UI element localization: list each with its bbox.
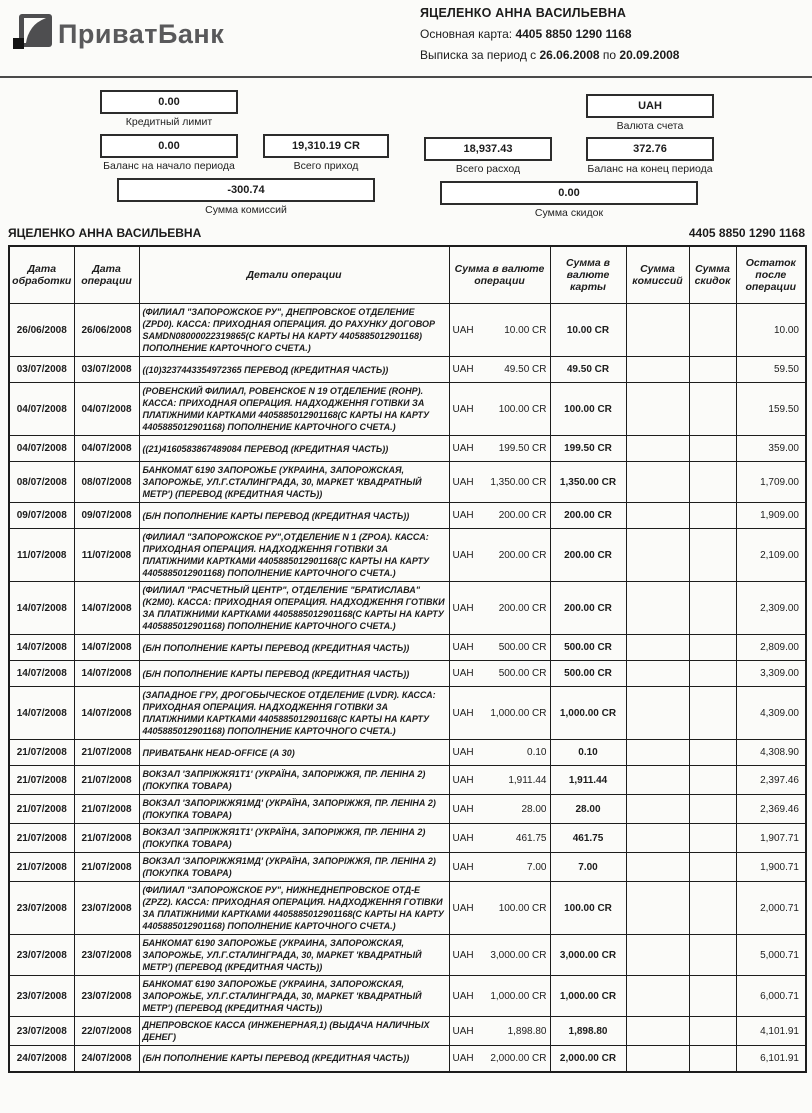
cell-date-processed: 04/07/2008 xyxy=(9,436,74,462)
cell-amount-operation xyxy=(449,635,550,661)
cell-amount-card: 200.00 CR xyxy=(550,582,626,635)
cell-fee xyxy=(626,1046,689,1072)
cell-fee xyxy=(626,635,689,661)
cell-amount-operation xyxy=(449,1046,550,1072)
cell-amount-operation xyxy=(449,882,550,935)
cell-fee xyxy=(626,304,689,357)
table-row xyxy=(9,824,806,853)
cell-discount xyxy=(689,436,736,462)
table-row xyxy=(9,582,806,635)
cell-discount xyxy=(689,976,736,1017)
cell-date-processed: 23/07/2008 xyxy=(9,935,74,976)
cell-discount xyxy=(689,635,736,661)
cell-balance: 159.50 xyxy=(736,383,806,436)
cell-date-processed: 26/06/2008 xyxy=(9,304,74,357)
credit-limit-label: Кредитный лимит xyxy=(125,116,213,128)
cell-amount-value: 1,898.80 xyxy=(507,1025,547,1037)
cell-currency: UAH xyxy=(452,949,474,961)
cell-date-operation: 23/07/2008 xyxy=(74,935,139,976)
cell-currency: UAH xyxy=(452,1025,474,1037)
operations-table xyxy=(8,245,807,1073)
cell-details: (РОВЕНСКИЙ ФИЛИАЛ, РОВЕНСКОЕ N 19 ОТДЕЛЕНИЕ (ROHP). КАССА: ПРИХОДНАЯ ОПЕРАЦИЯ. НАДХОДЖЕННЯ ГОТІВКИ ЗА ПЛАТІЖНИМИ КАРТКАМИ 4405885012901168(С КАРТЫ НА КАРТУ 4405885012901168) ПОПОЛНЕНИЕ КАРТОЧНОГО СЧЕТА.) xyxy=(139,383,449,436)
summary-credit-limit xyxy=(100,90,238,128)
cell-date-operation: 23/07/2008 xyxy=(74,976,139,1017)
cell-details: ВОКЗАЛ 'ЗАПОРІЖЖЯ1МД' (УКРАЇНА, ЗАПОРІЖЖЯ, ПР. ЛЕНІНА 2) (ПОКУПКА ТОВАРА) xyxy=(139,795,449,824)
cell-details: БАНКОМАТ 6190 ЗАПОРОЖЬЕ (УКРАИНА, ЗАПОРОЖСКАЯ, ЗАПОРОЖЬЕ, УЛ.Г.СТАЛИНГРАДА, 30, МАРКЕТ 'КВАДРАТНЫЙ МЕТР') (ПЕРЕВОД (КРЕДИТНАЯ ЧАСТЬ)) xyxy=(139,935,449,976)
statement-body xyxy=(9,304,806,1072)
header-info xyxy=(420,6,679,69)
total-discounts-value: 0.00 xyxy=(440,181,698,205)
cell-fee xyxy=(626,853,689,882)
cell-amount-value: 3,000.00 CR xyxy=(490,949,547,961)
cell-details: (ФИЛИАЛ "РАСЧЕТНЫЙ ЦЕНТР", ОТДЕЛЕНИЕ "БРАТИСЛАВА" (K2M0). КАССА: ПРИХОДНАЯ ОПЕРАЦИЯ. НАДХОДЖЕННЯ ГОТІВКИ ЗА ПЛАТІЖНИМИ КАРТКАМИ 4405885012901168(С КАРТЫ НА КАРТУ 4405885012901168) ПОПОЛНЕНИЕ КАРТОЧНОГО СЧЕТА.) xyxy=(139,582,449,635)
table-row xyxy=(9,795,806,824)
operations-table-wrap xyxy=(8,245,805,1073)
col-fee: Сумма комиссий xyxy=(626,246,689,304)
cell-currency: UAH xyxy=(452,403,474,415)
cell-amount-value: 500.00 CR xyxy=(498,668,547,679)
cell-date-processed: 11/07/2008 xyxy=(9,529,74,582)
cell-amount-operation xyxy=(449,976,550,1017)
cell-balance: 1,900.71 xyxy=(736,853,806,882)
cell-balance: 1,909.00 xyxy=(736,503,806,529)
cell-amount-value: 7.00 xyxy=(527,861,547,873)
cell-discount xyxy=(689,383,736,436)
cell-balance: 4,309.00 xyxy=(736,687,806,740)
cell-fee xyxy=(626,503,689,529)
cell-currency: UAH xyxy=(452,774,474,786)
cell-balance: 4,308.90 xyxy=(736,740,806,766)
col-date-operation: Дата операции xyxy=(74,246,139,304)
account-currency-value: UAH xyxy=(586,94,714,118)
cell-currency: UAH xyxy=(452,803,474,815)
cell-amount-card: 1,898.80 xyxy=(550,1017,626,1046)
table-row xyxy=(9,976,806,1017)
cell-balance: 59.50 xyxy=(736,357,806,383)
cell-discount xyxy=(689,795,736,824)
cell-fee xyxy=(626,1017,689,1046)
cell-date-operation: 08/07/2008 xyxy=(74,462,139,503)
period-to: 20.09.2008 xyxy=(619,48,680,62)
cell-balance: 2,109.00 xyxy=(736,529,806,582)
total-income-value: 19,310.19 CR xyxy=(263,134,389,158)
statement-header xyxy=(0,0,812,78)
cell-currency: UAH xyxy=(452,324,474,336)
table-row xyxy=(9,462,806,503)
cell-discount xyxy=(689,582,736,635)
cell-date-operation: 14/07/2008 xyxy=(74,661,139,687)
cell-amount-card: 0.10 xyxy=(550,740,626,766)
cell-amount-card: 500.00 CR xyxy=(550,661,626,687)
cell-fee xyxy=(626,462,689,503)
cell-date-processed: 14/07/2008 xyxy=(9,582,74,635)
cell-details: (ФИЛИАЛ "ЗАПОРОЖСКОЕ РУ",ОТДЕЛЕНИЕ N 1 (ZPOA). КАССА: ПРИХОДНАЯ ОПЕРАЦИЯ. НАДХОДЖЕННЯ ГОТІВКИ ЗА ПЛАТІЖНИМИ КАРТКАМИ 4405885012901168(С КАРТЫ НА КАРТУ 4405885012901168) ПОПОЛНЕНИЕ КАРТОЧНОГО СЧЕТА.) xyxy=(139,529,449,582)
total-discounts-label: Сумма скидок xyxy=(534,207,604,219)
cell-details: (Б/Н ПОПОЛНЕНИЕ КАРТЫ ПЕРЕВОД (КРЕДИТНАЯ ЧАСТЬ)) xyxy=(139,1046,449,1072)
cell-date-operation: 14/07/2008 xyxy=(74,687,139,740)
cell-balance: 4,101.91 xyxy=(736,1017,806,1046)
cell-date-processed: 14/07/2008 xyxy=(9,687,74,740)
cell-discount xyxy=(689,935,736,976)
cell-discount xyxy=(689,824,736,853)
cell-amount-operation xyxy=(449,661,550,687)
cell-date-operation: 14/07/2008 xyxy=(74,635,139,661)
table-row xyxy=(9,383,806,436)
summary-total-discounts xyxy=(440,181,698,219)
balance-start-label: Баланс на начало периода xyxy=(103,160,235,172)
cell-amount-value: 461.75 xyxy=(515,832,547,844)
cell-amount-operation xyxy=(449,740,550,766)
cell-amount-operation xyxy=(449,462,550,503)
cell-date-operation: 03/07/2008 xyxy=(74,357,139,383)
card-number: 4405 8850 1290 1168 xyxy=(688,226,805,240)
table-row xyxy=(9,304,806,357)
cell-currency: UAH xyxy=(452,476,474,488)
cell-date-processed: 14/07/2008 xyxy=(9,661,74,687)
cell-amount-card: 100.00 CR xyxy=(550,882,626,935)
cell-amount-operation xyxy=(449,853,550,882)
cell-amount-operation xyxy=(449,436,550,462)
cell-details: (Б/Н ПОПОЛНЕНИЕ КАРТЫ ПЕРЕВОД (КРЕДИТНАЯ ЧАСТЬ)) xyxy=(139,661,449,687)
cell-amount-card: 1,000.00 CR xyxy=(550,687,626,740)
period-prefix: Выписка за период с xyxy=(420,48,537,62)
cell-amount-value: 10.00 CR xyxy=(504,324,547,336)
cell-discount xyxy=(689,304,736,357)
table-row xyxy=(9,529,806,582)
cell-currency: UAH xyxy=(452,549,474,561)
bank-name: ПриватБанк xyxy=(58,18,225,49)
cell-amount-card: 49.50 CR xyxy=(550,357,626,383)
cell-date-processed: 21/07/2008 xyxy=(9,740,74,766)
cell-amount-operation xyxy=(449,687,550,740)
cell-amount-value: 1,000.00 CR xyxy=(490,990,547,1002)
cell-currency: UAH xyxy=(452,707,474,719)
cell-fee xyxy=(626,824,689,853)
col-date-processed: Дата обработки xyxy=(9,246,74,304)
cell-currency: UAH xyxy=(452,364,474,375)
cell-amount-card: 28.00 xyxy=(550,795,626,824)
cell-balance: 2,369.46 xyxy=(736,795,806,824)
cell-discount xyxy=(689,661,736,687)
cell-date-operation: 21/07/2008 xyxy=(74,766,139,795)
cell-date-processed: 03/07/2008 xyxy=(9,357,74,383)
cell-amount-value: 200.00 CR xyxy=(498,549,547,561)
cell-date-processed: 21/07/2008 xyxy=(9,853,74,882)
cell-currency: UAH xyxy=(452,861,474,873)
cell-date-processed: 04/07/2008 xyxy=(9,383,74,436)
cell-date-processed: 23/07/2008 xyxy=(9,976,74,1017)
cell-amount-value: 1,911.44 xyxy=(508,774,547,786)
cell-fee xyxy=(626,766,689,795)
main-card-label: Основная карта: xyxy=(420,27,513,41)
cell-details: БАНКОМАТ 6190 ЗАПОРОЖЬЕ (УКРАИНА, ЗАПОРОЖСКАЯ, ЗАПОРОЖЬЕ, УЛ.Г.СТАЛИНГРАДА, 30, МАРКЕТ 'КВАДРАТНЫЙ МЕТР') (ПЕРЕВОД (КРЕДИТНАЯ ЧАСТЬ)) xyxy=(139,462,449,503)
cell-amount-card: 500.00 CR xyxy=(550,635,626,661)
cell-amount-value: 200.00 CR xyxy=(498,602,547,614)
cell-amount-card: 199.50 CR xyxy=(550,436,626,462)
cell-amount-card: 1,350.00 CR xyxy=(550,462,626,503)
cell-currency: UAH xyxy=(452,902,474,914)
cell-date-processed: 09/07/2008 xyxy=(9,503,74,529)
cell-currency: UAH xyxy=(452,990,474,1002)
table-row xyxy=(9,357,806,383)
cell-balance: 359.00 xyxy=(736,436,806,462)
col-amount-card: Сумма в валюте карты xyxy=(550,246,626,304)
balance-end-value: 372.76 xyxy=(586,137,714,161)
cell-discount xyxy=(689,1046,736,1072)
cell-discount xyxy=(689,853,736,882)
period-from: 26.06.2008 xyxy=(539,48,600,62)
cell-details: (Б/Н ПОПОЛНЕНИЕ КАРТЫ ПЕРЕВОД (КРЕДИТНАЯ ЧАСТЬ)) xyxy=(139,635,449,661)
cell-date-processed: 24/07/2008 xyxy=(9,1046,74,1072)
cell-amount-value: 1,350.00 CR xyxy=(490,476,547,488)
cell-date-operation: 04/07/2008 xyxy=(74,383,139,436)
table-row xyxy=(9,766,806,795)
cell-date-operation: 09/07/2008 xyxy=(74,503,139,529)
cell-details: ВОКЗАЛ 'ЗАПРІЖЖЯ1Т1' (УКРАЇНА, ЗАПОРІЖЖЯ, ПР. ЛЕНІНА 2) (ПОКУПКА ТОВАРА) xyxy=(139,824,449,853)
balance-start-value: 0.00 xyxy=(100,134,238,158)
summary-total-expense xyxy=(424,137,552,175)
cell-currency: UAH xyxy=(452,1052,474,1064)
cell-amount-value: 1,000.00 CR xyxy=(490,707,547,719)
table-row xyxy=(9,853,806,882)
cell-amount-value: 100.00 CR xyxy=(498,902,547,914)
cell-amount-operation xyxy=(449,383,550,436)
cell-details: ВОКЗАЛ 'ЗАПОРІЖЖЯ1МД' (УКРАЇНА, ЗАПОРІЖЖЯ, ПР. ЛЕНІНА 2) (ПОКУПКА ТОВАРА) xyxy=(139,853,449,882)
cell-discount xyxy=(689,882,736,935)
table-row xyxy=(9,661,806,687)
cell-fee xyxy=(626,687,689,740)
cell-fee xyxy=(626,436,689,462)
account-currency-label: Валюта счета xyxy=(616,120,684,132)
cell-date-operation: 22/07/2008 xyxy=(74,1017,139,1046)
cell-details: ((10)3237443354972365 ПЕРЕВОД (КРЕДИТНАЯ ЧАСТЬ)) xyxy=(139,357,449,383)
cell-amount-operation xyxy=(449,529,550,582)
cell-balance: 2,309.00 xyxy=(736,582,806,635)
cell-date-processed: 23/07/2008 xyxy=(9,1017,74,1046)
table-row xyxy=(9,436,806,462)
cell-details: ВОКЗАЛ 'ЗАПРІЖЖЯ1Т1' (УКРАЇНА, ЗАПОРІЖЖЯ, ПР. ЛЕНІНА 2) (ПОКУПКА ТОВАРА) xyxy=(139,766,449,795)
cell-details: (ФИЛИАЛ "ЗАПОРОЖСКОЕ РУ", ДНЕПРОВСКОЕ ОТДЕЛЕНИЕ (ZPD0). КАССА: ПРИХОДНАЯ ОПЕРАЦИЯ. ДО РАХУНКУ ДОГОВОР SAMDN08000022319865(С КАРТЫ НА КАРТУ 4405885012901168) ПОПОЛНЕНИЕ КАРТОЧНОГО СЧЕТА.) xyxy=(139,304,449,357)
cell-date-processed: 21/07/2008 xyxy=(9,824,74,853)
cell-amount-card: 2,000.00 CR xyxy=(550,1046,626,1072)
header-divider xyxy=(0,76,812,78)
cell-fee xyxy=(626,935,689,976)
table-row xyxy=(9,1046,806,1072)
cell-fee xyxy=(626,357,689,383)
col-details: Детали операции xyxy=(139,246,449,304)
cell-amount-value: 2,000.00 CR xyxy=(490,1052,547,1064)
main-card-line xyxy=(420,27,679,41)
cell-amount-operation xyxy=(449,1017,550,1046)
table-row xyxy=(9,503,806,529)
credit-limit-value: 0.00 xyxy=(100,90,238,114)
cell-currency: UAH xyxy=(452,443,474,454)
cell-discount xyxy=(689,503,736,529)
customer-name: ЯЦЕЛЕНКО АННА ВАСИЛЬЕВНА xyxy=(420,6,627,20)
cell-amount-operation xyxy=(449,503,550,529)
owner-row xyxy=(8,226,805,240)
cell-date-processed: 21/07/2008 xyxy=(9,766,74,795)
cell-balance: 3,309.00 xyxy=(736,661,806,687)
summary-total-income xyxy=(263,134,389,172)
cell-currency: UAH xyxy=(452,602,474,614)
privatbank-logo xyxy=(12,12,224,56)
cell-balance: 1,709.00 xyxy=(736,462,806,503)
cell-details: БАНКОМАТ 6190 ЗАПОРОЖЬЕ (УКРАИНА, ЗАПОРОЖСКАЯ, ЗАПОРОЖЬЕ, УЛ.Г.СТАЛИНГРАДА, 30, МАРКЕТ 'КВАДРАТНЫЙ МЕТР') (ПЕРЕВОД (КРЕДИТНАЯ ЧАСТЬ)) xyxy=(139,976,449,1017)
cell-fee xyxy=(626,740,689,766)
cell-balance: 6,000.71 xyxy=(736,976,806,1017)
cell-amount-card: 1,911.44 xyxy=(550,766,626,795)
cell-amount-operation xyxy=(449,935,550,976)
cell-currency: UAH xyxy=(452,747,474,758)
cell-amount-value: 28.00 xyxy=(521,803,547,815)
cell-date-operation: 21/07/2008 xyxy=(74,824,139,853)
cell-amount-card: 200.00 CR xyxy=(550,529,626,582)
period-line xyxy=(420,48,679,62)
total-expense-value: 18,937.43 xyxy=(424,137,552,161)
cell-amount-value: 500.00 CR xyxy=(498,642,547,653)
cell-amount-card: 200.00 CR xyxy=(550,503,626,529)
cell-amount-card: 461.75 xyxy=(550,824,626,853)
table-row xyxy=(9,882,806,935)
cell-date-operation: 04/07/2008 xyxy=(74,436,139,462)
cell-details: ((21)4160583867489084 ПЕРЕВОД (КРЕДИТНАЯ ЧАСТЬ)) xyxy=(139,436,449,462)
cell-date-operation: 21/07/2008 xyxy=(74,795,139,824)
cell-balance: 6,101.91 xyxy=(736,1046,806,1072)
table-row xyxy=(9,1017,806,1046)
cell-fee xyxy=(626,383,689,436)
total-fees-value: -300.74 xyxy=(117,178,375,202)
cell-discount xyxy=(689,357,736,383)
period-conj: по xyxy=(602,48,617,62)
summary-balance-end xyxy=(586,137,714,175)
cell-date-operation: 23/07/2008 xyxy=(74,882,139,935)
owner-name: ЯЦЕЛЕНКО АННА ВАСИЛЬЕВНА xyxy=(8,226,202,240)
cell-fee xyxy=(626,582,689,635)
cell-currency: UAH xyxy=(452,832,474,844)
col-amount-operation: Сумма в валюте операции xyxy=(449,246,550,304)
cell-amount-value: 0.10 xyxy=(527,747,547,758)
summary-section xyxy=(0,82,812,224)
cell-details: (Б/Н ПОПОЛНЕНИЕ КАРТЫ ПЕРЕВОД (КРЕДИТНАЯ ЧАСТЬ)) xyxy=(139,503,449,529)
cell-balance: 2,000.71 xyxy=(736,882,806,935)
cell-discount xyxy=(689,1017,736,1046)
table-header-row xyxy=(9,246,806,304)
privatbank-logo-icon xyxy=(12,12,54,56)
cell-date-operation: 24/07/2008 xyxy=(74,1046,139,1072)
summary-total-fees xyxy=(117,178,375,216)
cell-date-processed: 14/07/2008 xyxy=(9,635,74,661)
cell-fee xyxy=(626,882,689,935)
cell-currency: UAH xyxy=(452,510,474,521)
col-balance: Остаток после операции xyxy=(736,246,806,304)
cell-balance: 1,907.71 xyxy=(736,824,806,853)
cell-fee xyxy=(626,976,689,1017)
cell-date-operation: 21/07/2008 xyxy=(74,740,139,766)
cell-amount-value: 100.00 CR xyxy=(498,403,547,415)
cell-fee xyxy=(626,795,689,824)
cell-date-processed: 08/07/2008 xyxy=(9,462,74,503)
table-row xyxy=(9,687,806,740)
cell-amount-operation xyxy=(449,582,550,635)
cell-amount-card: 10.00 CR xyxy=(550,304,626,357)
cell-discount xyxy=(689,687,736,740)
table-row xyxy=(9,740,806,766)
cell-discount xyxy=(689,529,736,582)
cell-details: ДНЕПРОВСКОЕ КАССА (ИНЖЕНЕРНАЯ,1) (ВЫДАЧА НАЛИЧНЫХ ДЕНЕГ) xyxy=(139,1017,449,1046)
cell-date-operation: 21/07/2008 xyxy=(74,853,139,882)
balance-end-label: Баланс на конец периода xyxy=(587,163,713,175)
cell-date-operation: 11/07/2008 xyxy=(74,529,139,582)
cell-amount-operation xyxy=(449,357,550,383)
cell-amount-operation xyxy=(449,766,550,795)
cell-fee xyxy=(626,529,689,582)
cell-amount-card: 7.00 xyxy=(550,853,626,882)
cell-amount-value: 200.00 CR xyxy=(498,510,547,521)
cell-fee xyxy=(626,661,689,687)
col-discount: Сумма скидок xyxy=(689,246,736,304)
cell-balance: 10.00 xyxy=(736,304,806,357)
summary-account-currency xyxy=(586,94,714,132)
total-expense-label: Всего расход xyxy=(455,163,521,175)
cell-discount xyxy=(689,462,736,503)
cell-balance: 5,000.71 xyxy=(736,935,806,976)
total-fees-label: Сумма комиссий xyxy=(205,204,287,216)
cell-currency: UAH xyxy=(452,642,474,653)
cell-details: (ЗАПАДНОЕ ГРУ, ДРОГОБЫЧЕСКОЕ ОТДЕЛЕНИЕ (LVDR). КАССА: ПРИХОДНАЯ ОПЕРАЦИЯ. НАДХОДЖЕННЯ ГОТІВКИ ЗА ПЛАТІЖНИМИ КАРТКАМИ 4405885012901168(С КАРТЫ НА КАРТУ 4405885012901168) ПОПОЛНЕНИЕ КАРТОЧНОГО СЧЕТА.) xyxy=(139,687,449,740)
table-row xyxy=(9,935,806,976)
cell-amount-card: 100.00 CR xyxy=(550,383,626,436)
cell-amount-operation xyxy=(449,795,550,824)
cell-amount-operation xyxy=(449,824,550,853)
cell-amount-card: 1,000.00 CR xyxy=(550,976,626,1017)
cell-balance: 2,809.00 xyxy=(736,635,806,661)
table-row xyxy=(9,635,806,661)
cell-details: ПРИВАТБАНК HEAD-OFFICE (А 30) xyxy=(139,740,449,766)
cell-amount-operation xyxy=(449,304,550,357)
main-card-number: 4405 8850 1290 1168 xyxy=(515,27,632,41)
cell-date-processed: 23/07/2008 xyxy=(9,882,74,935)
cell-details: (ФИЛИАЛ "ЗАПОРОЖСКОЕ РУ", НИЖНЕДНЕПРОВСКОЕ ОТД-Е (ZPZ2). КАССА: ПРИХОДНАЯ ОПЕРАЦИЯ. НАДХОДЖЕННЯ ГОТІВКИ ЗА ПЛАТІЖНИМИ КАРТКАМИ 4405885012901168(С КАРТЫ НА КАРТУ 4405885012901168) ПОПОЛНЕНИЕ КАРТОЧНОГО СЧЕТА.) xyxy=(139,882,449,935)
total-income-label: Всего приход xyxy=(293,160,359,172)
cell-amount-value: 49.50 CR xyxy=(504,364,547,375)
cell-date-processed: 21/07/2008 xyxy=(9,795,74,824)
cell-amount-value: 199.50 CR xyxy=(498,443,547,454)
cell-balance: 2,397.46 xyxy=(736,766,806,795)
cell-discount xyxy=(689,766,736,795)
summary-balance-start xyxy=(100,134,238,172)
cell-date-operation: 26/06/2008 xyxy=(74,304,139,357)
cell-currency: UAH xyxy=(452,668,474,679)
cell-amount-card: 3,000.00 CR xyxy=(550,935,626,976)
cell-discount xyxy=(689,740,736,766)
cell-date-operation: 14/07/2008 xyxy=(74,582,139,635)
